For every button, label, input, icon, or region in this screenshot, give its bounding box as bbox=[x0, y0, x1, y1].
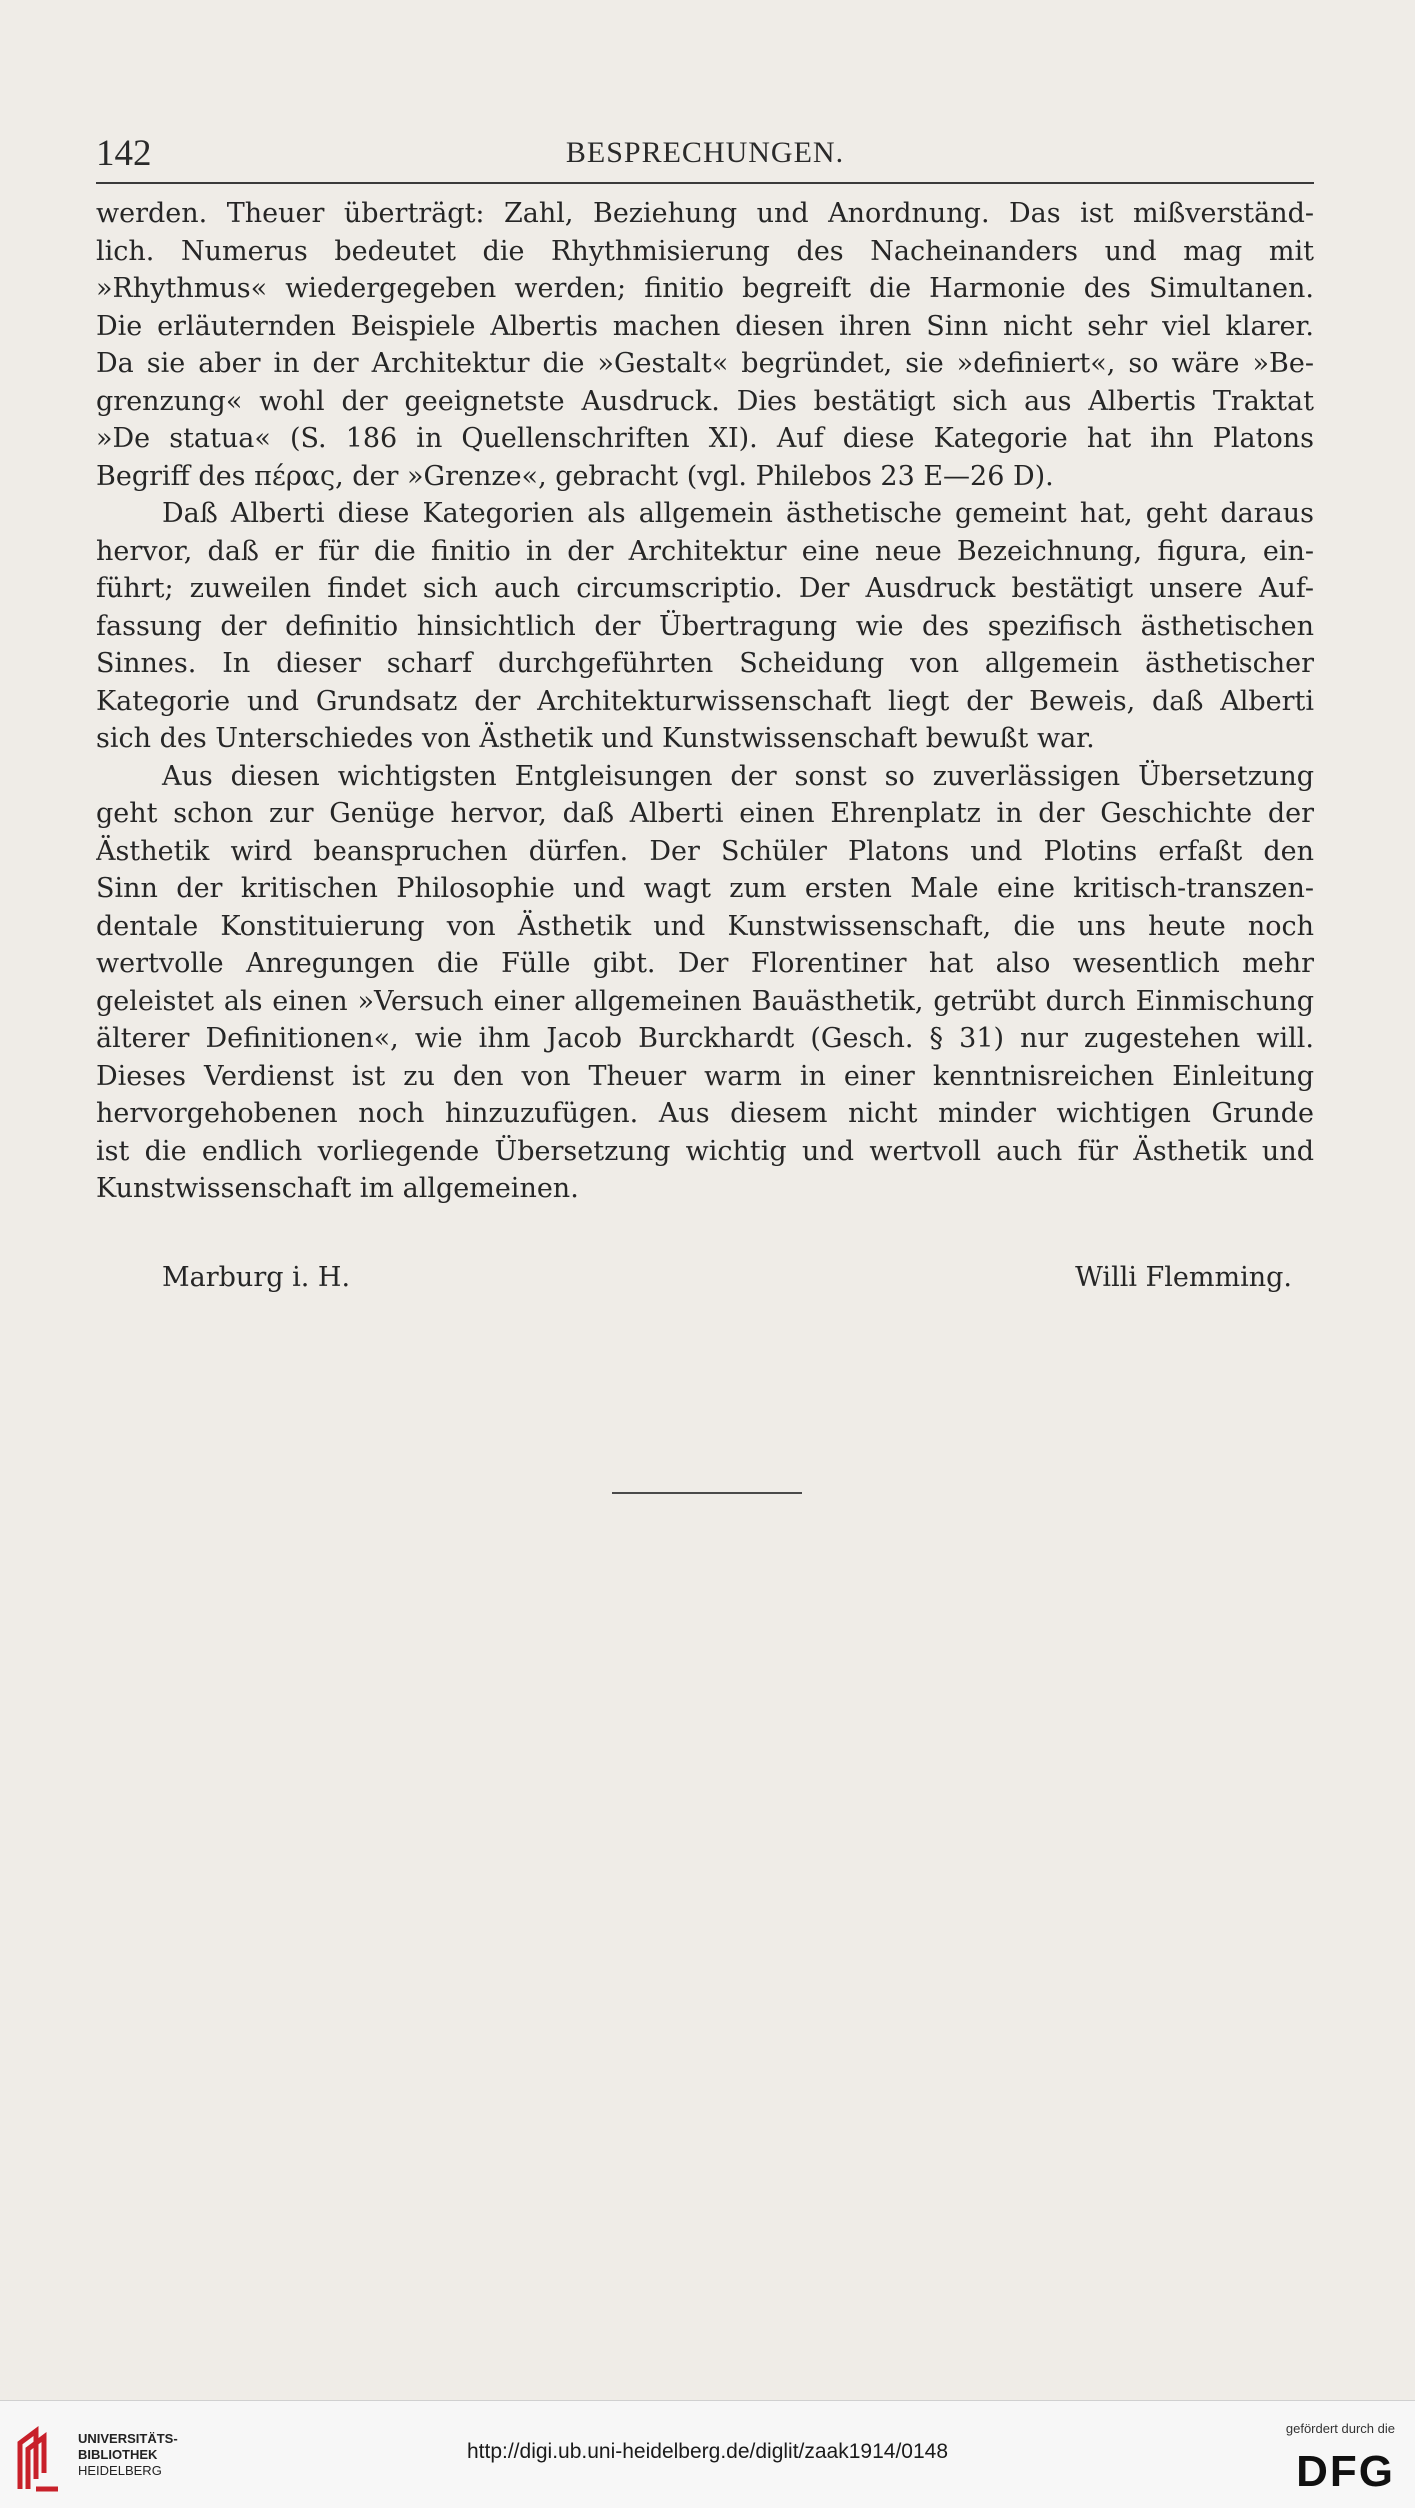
text-line: hervor, daß er für die finitio in der Architektur eine neue Bezeichnung, figura, ein- bbox=[96, 535, 1314, 567]
text-line: Dieses Verdienst ist zu den von Theuer warm in einer kenntnisreichen Einleitung bbox=[96, 1060, 1314, 1092]
library-name-line: UNIVERSITÄTS- bbox=[78, 2431, 178, 2446]
sponsor-label: gefördert durch die bbox=[1285, 2421, 1395, 2436]
page-header bbox=[96, 128, 1314, 174]
dfg-logo: DFG bbox=[1296, 2447, 1395, 2496]
permalink-url[interactable]: http://digi.ub.uni-heidelberg.de/diglit/zaak1914/0148 bbox=[466, 2440, 949, 2463]
text-line: Ästhetik wird beanspruchen dürfen. Der Schüler Platons und Plotins erfaßt den bbox=[96, 835, 1314, 867]
header-rule bbox=[96, 182, 1314, 184]
text-line: Kunstwissenschaft im allgemeinen. bbox=[96, 1173, 579, 1204]
signature-line bbox=[162, 1262, 1292, 1302]
text-line: »De statua« (S. 186 in Quellenschriften XI). Auf diese Kategorie hat ihn Platons bbox=[96, 423, 1314, 454]
text-line: dentale Konstituierung von Ästhetik und Kunstwissenschaft, die uns heute noch bbox=[96, 910, 1314, 942]
text-line: grenzung« wohl der geeignetste Ausdruck. Dies bestätigt sich aus Albertis Traktat bbox=[96, 385, 1314, 417]
library-name-line: BIBLIOTHEK bbox=[78, 2447, 158, 2462]
text-line: geleistet als einen »Versuch einer allgemeinen Bauästhetik, getrübt durch Einmischung bbox=[96, 985, 1314, 1017]
text-line: Kategorie und Grundsatz der Architekturwissenschaft liegt der Beweis, daß Alberti bbox=[96, 685, 1314, 717]
text-line: sich des Unterschiedes von Ästhetik und Kunstwissenschaft bewußt war. bbox=[96, 723, 1095, 754]
text-line: Da sie aber in der Architektur die »Gestalt« begründet, sie »definiert«, so wäre »Be- bbox=[96, 348, 1314, 379]
text-line: geht schon zur Genüge hervor, daß Alberti einen Ehrenplatz in der Geschichte der bbox=[96, 798, 1314, 829]
text-line: Sinn der kritischen Philosophie und wagt zum ersten Male eine kritisch-transzen- bbox=[96, 873, 1314, 904]
footer-bar bbox=[0, 2400, 1415, 2508]
text-line: Sinnes. In dieser scharf durchgeführten Scheidung von allgemein ästhetischer bbox=[96, 648, 1314, 679]
text-line: Daß Alberti diese Kategorien als allgemein ästhetische gemeint hat, geht daraus bbox=[162, 498, 1314, 529]
text-line: wertvolle Anregungen die Fülle gibt. Der Florentiner hat also wesentlich mehr bbox=[96, 948, 1314, 979]
library-name-line: HEIDELBERG bbox=[78, 2463, 162, 2478]
page-number: 142 bbox=[96, 133, 152, 174]
text-line: lich. Numerus bedeutet die Rhythmisierung des Nacheinanders und mag mit bbox=[96, 235, 1314, 267]
running-head: BESPRECHUNGEN. bbox=[565, 136, 845, 169]
text-line: »Rhythmus« wiedergegeben werden; finitio begreift die Harmonie des Simultanen. bbox=[96, 273, 1314, 304]
signature-author: Willi Flemming. bbox=[1075, 1262, 1292, 1293]
text-line: werden. Theuer überträgt: Zahl, Beziehung und Anordnung. Das ist mißverständ- bbox=[96, 198, 1314, 229]
text-line: Begriff des πέρας, der »Grenze«, gebracht (vgl. Philebos 23 E—26 D). bbox=[96, 460, 1054, 492]
review-body-text bbox=[96, 195, 1314, 1208]
text-line: ist die endlich vorliegende Übersetzung wichtig und wertvoll auch für Ästhetik und bbox=[96, 1135, 1314, 1167]
text-line: älterer Definitionen«, wie ihm Jacob Burckhardt (Gesch. § 31) nur zugestehen will. bbox=[96, 1023, 1314, 1054]
text-line: fassung der definitio hinsichtlich der Übertragung wie des spezifisch ästhetischen bbox=[96, 610, 1314, 642]
text-line: Die erläuternden Beispiele Albertis machen diesen ihren Sinn nicht sehr viel klarer. bbox=[96, 310, 1314, 342]
signature-place: Marburg i. H. bbox=[162, 1262, 351, 1293]
text-line: führt; zuweilen findet sich auch circumscriptio. Der Ausdruck bestätigt unsere Auf- bbox=[96, 573, 1314, 604]
end-rule bbox=[612, 1492, 802, 1494]
text-line: hervorgehobenen noch hinzuzufügen. Aus diesem nicht minder wichtigen Grunde bbox=[96, 1098, 1314, 1129]
text-line: Aus diesen wichtigsten Entgleisungen der sonst so zuverlässigen Übersetzung bbox=[162, 760, 1314, 792]
